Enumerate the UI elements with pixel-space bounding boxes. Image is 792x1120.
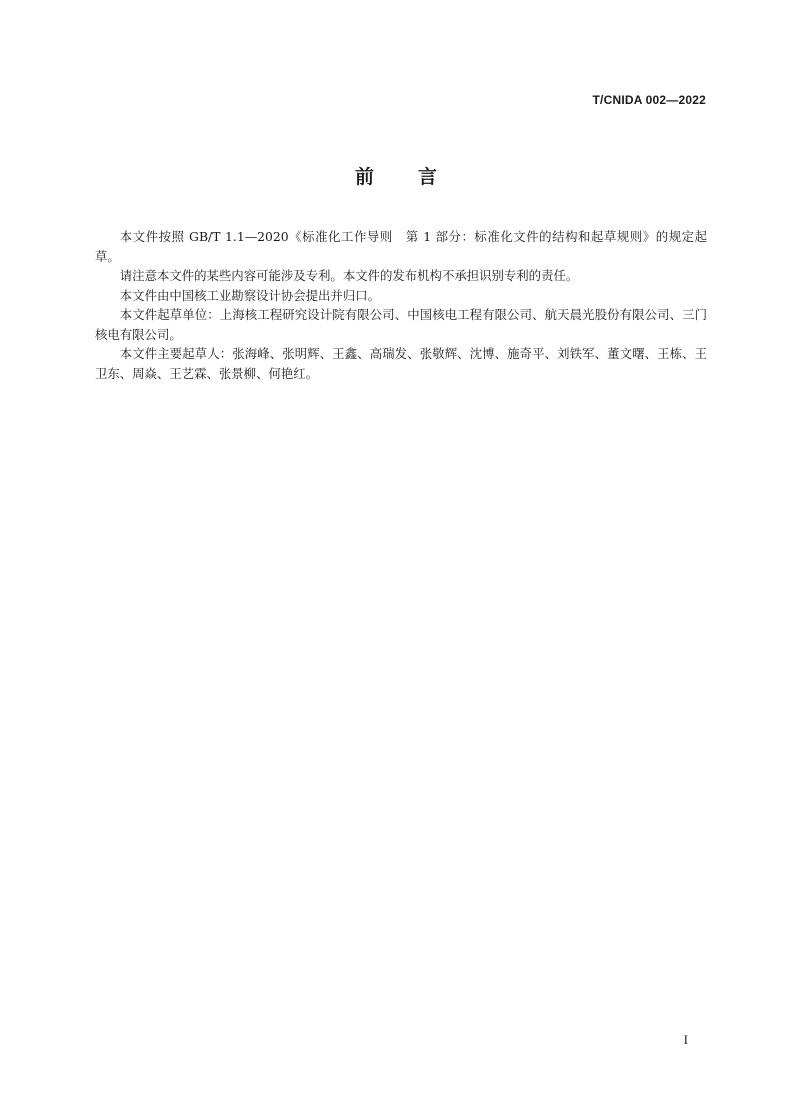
page-number: I <box>683 1032 688 1047</box>
paragraph-drafting-basis: 本文件按照 GB/T 1.1—2020《标准化工作导则 第 1 部分：标准化文件的结构和起草规则》的规定起草。 <box>95 229 707 264</box>
paragraph-drafting-organizations: 本文件起草单位：上海核工程研究设计院有限公司、中国核电工程有限公司、航天晨光股份有限公司、三门核电有限公司。 <box>95 307 707 342</box>
foreword-body <box>95 227 707 383</box>
paragraph-drafters: 本文件主要起草人：张海峰、张明辉、王鑫、高瑞发、张敬辉、沈博、施奇平、刘铁军、董文曙、王栋、王卫东、周焱、王艺霖、张景柳、何艳红。 <box>95 346 707 381</box>
paragraph-patent-notice: 请注意本文件的某些内容可能涉及专利。本文件的发布机构不承担识别专利的责任。 <box>119 268 579 283</box>
page-title: 前言 <box>354 166 481 188</box>
document-code: T/CNIDA 002—2022 <box>592 93 706 107</box>
paragraph-proposer: 本文件由中国核工业勘察设计协会提出并归口。 <box>119 287 380 303</box>
